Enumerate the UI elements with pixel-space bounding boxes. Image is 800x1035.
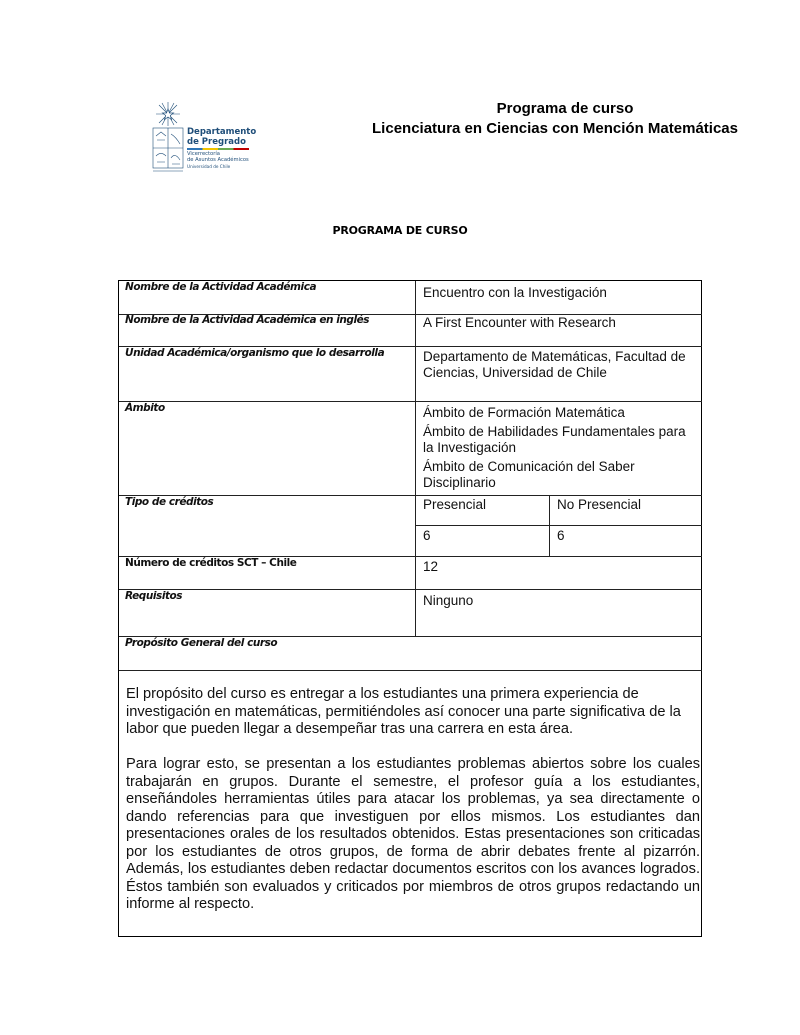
value-sct-credits: 12 bbox=[423, 559, 439, 574]
label-academic-unit: Unidad Académica/organismo que lo desarrolla bbox=[125, 347, 385, 359]
label-credit-type: Tipo de créditos bbox=[125, 496, 214, 508]
scope-item: Ámbito de Comunicación del Saber Disciplinario bbox=[423, 459, 635, 490]
row-divider bbox=[119, 589, 702, 590]
label-activity-name: Nombre de la Actividad Académica bbox=[125, 281, 317, 293]
label-activity-name-english: Nombre de la Actividad Académica en inglés bbox=[125, 314, 370, 326]
row-divider bbox=[119, 401, 702, 402]
logo-department-name bbox=[187, 127, 256, 147]
purpose-paragraph-1: El propósito del curso es entregar a los estudiantes una primera experiencia de investigación en matemáticas, permitiéndoles así conocer una parte significativa de la labor que pueden llegar a desempeñar tras una carrera en esta área. bbox=[126, 686, 681, 737]
credit-type-presencial: Presencial bbox=[423, 497, 487, 512]
value-activity-name: Encuentro con la Investigación bbox=[423, 285, 607, 300]
scope-item: Ámbito de Habilidades Fundamentales para la Investigación bbox=[423, 424, 686, 455]
value-scope-list bbox=[423, 405, 698, 491]
value-requirements: Ninguno bbox=[423, 593, 474, 608]
logo-name-line2: de Pregrado bbox=[187, 137, 246, 147]
value-academic-unit: Departamento de Matemáticas, Facultad de Ciencias, Universidad de Chile bbox=[423, 349, 686, 380]
purpose-paragraph-2: Para lograr esto, se presentan a los estudiantes problemas abiertos sobre los cuales trabajarán en grupos. Durante el semestre, el profesor guía a los estudiantes, enseñándoles herramientas útiles para atacar los problemas, ya sea directamente o dando referencias para que investiguen por ellos mismos. Los estudiantes dan presentaciones orales de los resultados obtenidos. Estas presentaciones son criticadas por los estudiantes de otros grupos, de forma de abrir debates frente al pizarrón. Además, los estudiantes deben redactar documentos escritos con los avances logrados. Éstos también son evaluados y criticados por miembros de otros grupos redactando un informe al respecto. bbox=[126, 756, 700, 912]
logo-sub-line1: Vicerrectoría bbox=[187, 151, 220, 157]
header-title: Programa de curso bbox=[496, 100, 634, 117]
document-header bbox=[345, 99, 765, 139]
scope-item: Ámbito de Formación Matemática bbox=[423, 405, 625, 420]
header-program-name: Licenciatura en Ciencias con Mención Matemáticas bbox=[372, 120, 738, 137]
label-sct-credits: Número de créditos SCT – Chile bbox=[125, 557, 297, 569]
logo-subtitle bbox=[187, 151, 249, 163]
row-divider bbox=[415, 525, 702, 526]
course-info-table bbox=[118, 280, 702, 937]
university-crest-icon bbox=[150, 100, 186, 175]
logo-name-line1: Departamento bbox=[187, 127, 257, 137]
logo-university-name: Universidad de Chile bbox=[187, 164, 231, 169]
column-divider bbox=[549, 495, 550, 556]
logo-sub-line2: de Asuntos Académicos bbox=[187, 157, 249, 164]
logo-color-bar bbox=[187, 148, 249, 150]
label-general-purpose: Propósito General del curso bbox=[125, 637, 278, 649]
label-requirements: Requisitos bbox=[125, 590, 183, 602]
department-logo bbox=[150, 100, 265, 175]
credit-type-no-presencial: No Presencial bbox=[557, 497, 642, 512]
value-activity-name-english: A First Encounter with Research bbox=[423, 315, 616, 330]
credits-no-presencial: 6 bbox=[557, 528, 565, 543]
row-divider bbox=[119, 670, 702, 671]
section-title: PROGRAMA DE CURSO bbox=[332, 224, 468, 237]
label-scope: Ámbito bbox=[125, 402, 165, 414]
column-divider bbox=[415, 281, 416, 636]
credits-presencial: 6 bbox=[423, 528, 431, 543]
